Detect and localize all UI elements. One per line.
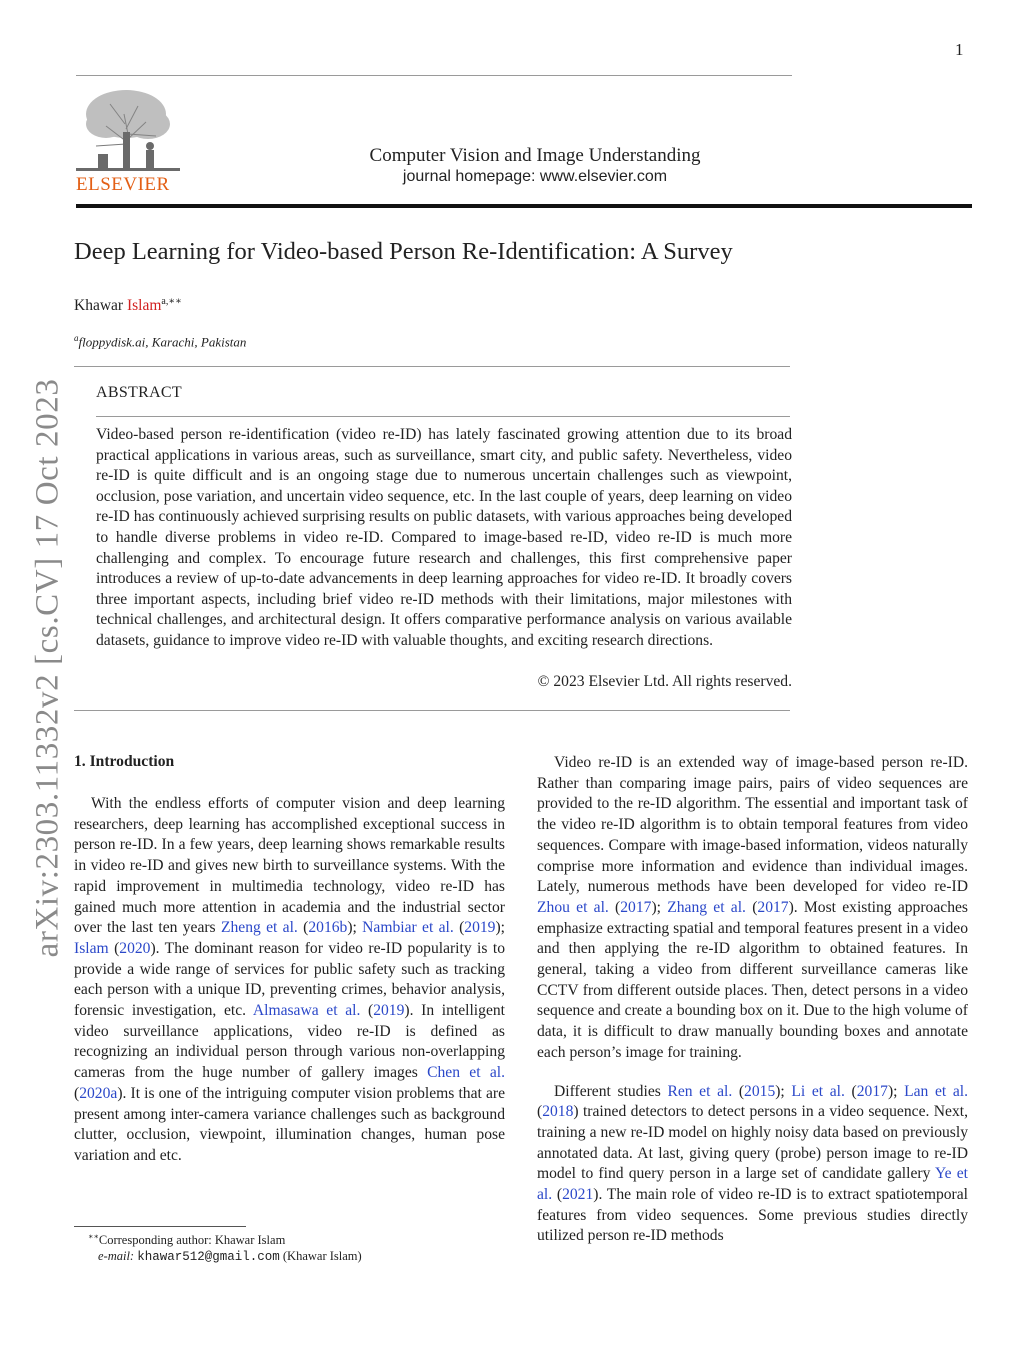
footnote-email-address[interactable]: khawar512@gmail.com: [137, 1250, 280, 1264]
citation-link[interactable]: Lan et al.: [904, 1082, 968, 1100]
intro-paragraph-1: [74, 794, 505, 1167]
page-number: 1: [955, 40, 964, 59]
body-text: (: [297, 919, 309, 937]
intro-paragraph-2: [537, 753, 968, 1064]
journal-homepage: journal homepage: www.elsevier.com: [402, 168, 668, 185]
citation-link[interactable]: 2018: [542, 1103, 574, 1121]
citation-link[interactable]: Ren et al.: [667, 1082, 733, 1100]
body-text: (: [745, 898, 758, 916]
citation-link[interactable]: Nambiar et al.: [362, 919, 454, 937]
right-column: [537, 753, 968, 1247]
footnote-email-label: e-mail:: [98, 1249, 135, 1263]
footnote-corresponding: [88, 1232, 285, 1248]
citation-link[interactable]: 2017: [856, 1082, 888, 1100]
body-text: (: [108, 939, 120, 957]
body-text: );: [887, 1082, 905, 1100]
body-text: ). Most existing approaches emphasize extracting spatial and temporal features present in a video and then applying the re-ID algorithm to obtained features. In general, taking a video from different surveillance cameras like CCTV from different outside places. Then, detect persons in a video sequence and create a bounding box on it. Due to the high volume of data, it is difficult to draw manually bounding boxes and annotate each person’s image for training.: [537, 898, 968, 1061]
citation-link[interactable]: 2019: [373, 1002, 405, 1020]
body-text: ). It is one of the intriguing computer vision problems that are present among inter-camera variance challenges such as background clutter, occlusion, viewpoint, illumination changes, human pose variation and etc.: [74, 1084, 505, 1164]
publisher-name: ELSEVIER: [76, 174, 170, 195]
elsevier-logo: [76, 84, 180, 196]
affiliation-text: floppydisk.ai, Karachi, Pakistan: [78, 334, 247, 350]
footnote-corresponding-text: Corresponding author: Khawar Islam: [98, 1233, 286, 1248]
citation-link[interactable]: 2020: [119, 939, 151, 957]
body-text: ). The main role of video re-ID is to extract spatiotemporal features from video sequences. Some previous studies directly utilized person re-ID methods: [537, 1186, 968, 1245]
body-text: Different studies: [554, 1082, 668, 1100]
citation-link[interactable]: 2017: [757, 898, 789, 916]
body-text: (: [732, 1082, 745, 1100]
body-text: (: [552, 1186, 563, 1204]
footnote-email: [98, 1249, 362, 1264]
elsevier-tree-icon: [76, 84, 180, 172]
intro-paragraph-3: [537, 1082, 968, 1248]
citation-link[interactable]: 2021: [562, 1186, 594, 1204]
author-superscript: a,∗∗: [161, 296, 182, 307]
citation-link[interactable]: Almasawa et al.: [252, 1002, 361, 1020]
author-first-name: Khawar: [74, 297, 127, 315]
body-text: ). The dominant reason for video re-ID popularity is to provide a wide range of services for public safety such as tracking each person with a unique ID, preventing crimes, behavior analysis, forensic investigation, etc.: [74, 939, 505, 1020]
citation-link[interactable]: 2016b: [308, 919, 348, 937]
abstract-heading-rule: [96, 416, 790, 417]
body-text: (: [608, 898, 621, 916]
author-last-name[interactable]: Islam: [126, 297, 162, 315]
body-text: (: [453, 919, 465, 937]
citation-link[interactable]: 2020a: [79, 1084, 118, 1102]
footnote-mark: ∗∗: [88, 1232, 99, 1241]
arxiv-stamp-text: arXiv:2303.11332v2 [cs.CV] 17 Oct 2023: [29, 378, 66, 958]
citation-link[interactable]: Islam: [74, 939, 109, 957]
abstract-heading: ABSTRACT: [96, 384, 182, 401]
body-text: (: [360, 1002, 374, 1020]
body-text: (: [74, 1084, 80, 1102]
citation-link[interactable]: Ye et al.: [537, 1165, 968, 1204]
citation-link[interactable]: Li et al.: [791, 1082, 845, 1100]
body-text: );: [347, 919, 363, 937]
body-text: With the endless efforts of computer vision and deep learning researchers, deep learning has accomplished exceptional success in person re-ID. In a few years, deep learning shows remarkable results in video re-ID and gives new birth to surveillance systems. With the rapid improvement in multimedia technology, video re-ID has gained much more attention in academia and the industrial sector over the last ten years: [74, 795, 505, 937]
body-text: );: [775, 1082, 792, 1100]
body-text: );: [651, 898, 668, 916]
abstract-top-rule: [74, 366, 790, 367]
section-heading: 1. Introduction: [74, 753, 175, 770]
citation-link[interactable]: Zhou et al.: [537, 898, 609, 916]
citation-link[interactable]: Chen et al.: [427, 1064, 505, 1082]
body-text: (: [844, 1082, 857, 1100]
body-text: );: [495, 919, 505, 937]
abstract-text: Video-based person re-identification (video re-ID) has lately fascinated growing attention due to its broad practical applications in various areas, such as surveillance, smart city, and public safety. Nevertheless, video re-ID is quite difficult and is an ongoing stage due to numerous uncertain challenges such as viewpoint, occlusion, pose variation, and uncertain video sequence, etc. In the last couple of years, deep learning on video re-ID has continuously achieved surprising results on public datasets, with various approaches being developed to handle diverse problems in video re-ID. Compared to image-based re-ID, video re-ID is much more challenging and complex. To encourage future research and challenges, this first comprehensive paper introduces a review of up-to-date advancements in deep learning approaches for video re-ID. It broadly covers three important aspects, including brief video re-ID methods with their limitations, major milestones with technical challenges, and architectural design. It offers comparative performance analysis on various available datasets, guidance to improve video re-ID with valuable thoughts, and exciting research directions.: [96, 426, 792, 649]
body-text: (: [537, 1103, 543, 1121]
citation-link[interactable]: Zhang et al.: [667, 898, 746, 916]
journal-title: Computer Vision and Image Understanding: [369, 145, 701, 166]
paper-title: Deep Learning for Video-based Person Re-Identification: A Survey: [74, 238, 733, 265]
body-text: ) trained detectors to detect persons in a video sequence. Next, training a new re-ID model on highly noisy data based on previously annotated data. At last, giving query (probe) person image to re-ID model to find query person in a large set of candidate gallery: [537, 1103, 968, 1183]
header-top-rule: [76, 75, 792, 76]
body-text: Video re-ID is an extended way of image-based person re-ID. Rather than comparing image pairs, pairs of video sequences are provided to the re-ID algorithm. The essential and important task of the video re-ID algorithm is to obtain temporal features from video sequences. Compare with image-based information, videos naturally comprise more information and evidence than individual images. Lately, numerous methods have been developed for video re-ID: [537, 754, 968, 896]
author-line: [74, 296, 182, 315]
copyright-notice: © 2023 Elsevier Ltd. All rights reserved.: [537, 673, 792, 690]
abstract-bottom-rule: [74, 710, 790, 711]
footnote-rule: [74, 1226, 246, 1227]
body-text: ). In intelligent video surveillance applications, video re-ID is defined as recognizing an individual person through various non-overlapping cameras from the huge number of gallery images: [74, 1002, 505, 1082]
citation-link[interactable]: 2019: [464, 919, 496, 937]
citation-link[interactable]: 2015: [744, 1082, 776, 1100]
left-column: [74, 794, 505, 1167]
citation-link[interactable]: 2017: [620, 898, 652, 916]
affiliation: [74, 333, 246, 350]
header-bottom-rule: [76, 204, 972, 208]
citation-link[interactable]: Zheng et al.: [220, 919, 298, 937]
affiliation-superscript: a: [74, 333, 79, 343]
footnote-email-owner: (Khawar Islam): [279, 1249, 362, 1263]
